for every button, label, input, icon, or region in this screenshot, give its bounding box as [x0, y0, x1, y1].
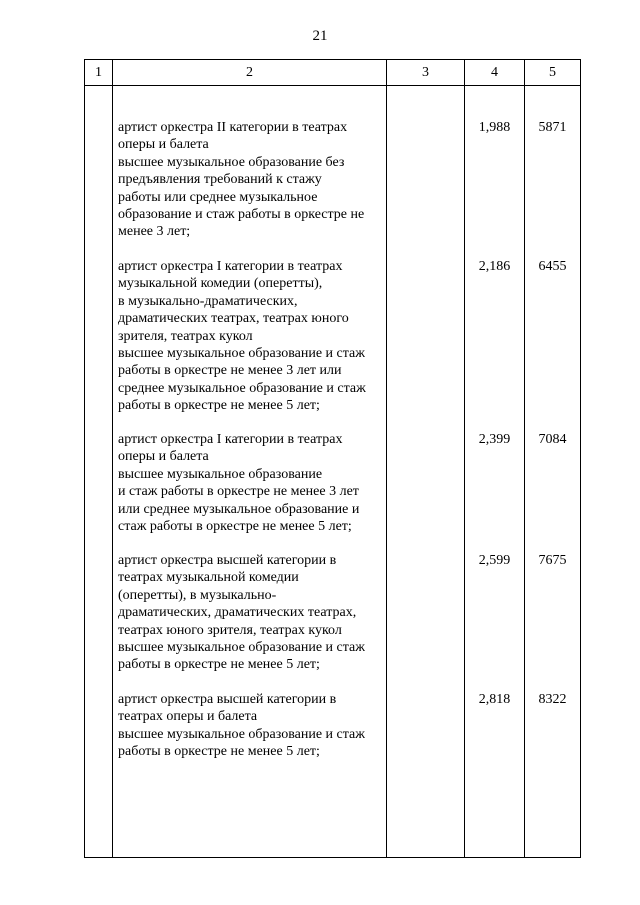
- table-header-row: [85, 60, 581, 86]
- salary-value: 7084: [538, 432, 567, 447]
- position-description: артист оркестра высшей категории в театрах оперы и балета высшее музыкальное образование и стаж работы в оркестре не менее 5 лет;: [118, 692, 365, 760]
- column-header-2: 2: [113, 60, 387, 86]
- page-number: 21: [312, 28, 328, 44]
- coefficient-value: 2,186: [478, 259, 511, 274]
- coefficient-value: 2,399: [478, 432, 511, 447]
- salary-value: 8322: [538, 692, 567, 707]
- position-description: артист оркестра I категории в театрах музыкальной комедии (оперетты), в музыкально-драматических, драматических театрах, театрах юного зрителя, театрах кукол высшее музыкальное образование и стаж работы в оркестре не менее 3 лет или среднее музыкальное образование и стаж работы в оркестре не менее 5 лет;: [118, 259, 366, 414]
- position-description: артист оркестра II категории в театрах оперы и балета высшее музыкальное образование без предъявления требований к стажу работы или среднее музыкальное образование и стаж работы в оркестре не менее 3 лет;: [118, 120, 365, 240]
- tariff-table: [84, 59, 581, 858]
- salary-value: 5871: [538, 120, 567, 135]
- position-description: артист оркестра I категории в театрах оперы и балета высшее музыкальное образование и стаж работы в оркестре не менее 3 лет или среднее музыкальное образование и стаж работы в оркестре не менее 5 лет;: [118, 432, 360, 535]
- column-2-cell: [113, 86, 387, 858]
- column-header-5: 5: [525, 60, 581, 86]
- column-header-1: 1: [85, 60, 113, 86]
- table-body-row: [85, 86, 581, 858]
- coefficient-value: 1,988: [478, 120, 511, 135]
- coefficient-value: 2,599: [478, 553, 511, 568]
- column-header-4: 4: [465, 60, 525, 86]
- column-header-3: 3: [387, 60, 465, 86]
- salary-value: 7675: [538, 553, 567, 568]
- salary-value: 6455: [538, 259, 567, 274]
- coefficient-value: 2,818: [478, 692, 511, 707]
- column-3-cell: [387, 86, 465, 858]
- position-description: артист оркестра высшей категории в театрах музыкальной комедии (оперетты), в музыкально- драматических, драматических театрах, театрах юного зрителя, театрах кукол высшее музыкальное образование и стаж работы в оркестре не менее 5 лет;: [118, 553, 365, 673]
- column-4-cell: [465, 86, 525, 858]
- column-1-cell: [85, 86, 113, 858]
- column-5-cell: [525, 86, 581, 858]
